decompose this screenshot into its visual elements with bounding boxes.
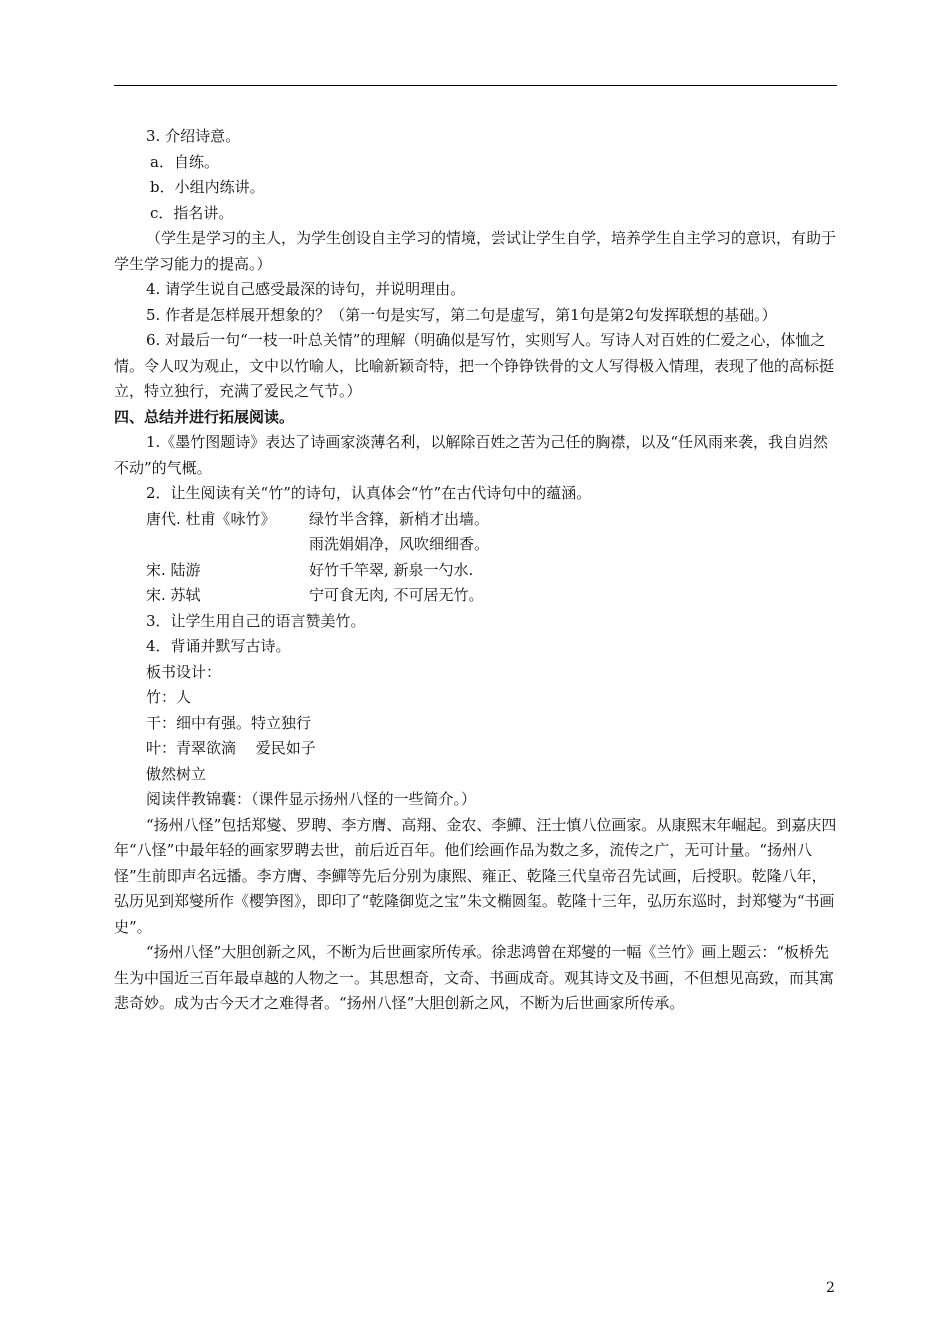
reading-paragraph: “扬州八怪”大胆创新之风，不断为后世画家所传承。徐悲鸿曾在郑燮的一幅《兰竹》画上题云：“板桥先生为中国近三百年最卓越的人物之一。其思想奇，文奇、书画成奇。观其诗文及书画，不但想见高致，而其寓悲奇妙。成为古今天才之难得者。“扬州八怪”大胆创新之风，不断为后世画家所传承。: [114, 943, 835, 1012]
s3-item4: 4. 请学生说自己感受最深的诗句，并说明理由。: [146, 280, 466, 298]
header-rule: [114, 85, 837, 86]
s4-item2: 2．让生阅读有关“竹”的诗句，认真体会“竹”在古代诗句中的蕴涵。: [146, 484, 592, 502]
poem-author: 宋. 陆游: [146, 560, 201, 579]
poem-text: 好竹千竿翠, 新泉一勺水.: [309, 560, 474, 579]
s3-c: c．指名讲。: [150, 203, 234, 222]
board-title: 板书设计：: [146, 662, 222, 681]
s4-item4: 4．背诵并默写古诗。: [146, 637, 291, 655]
s3-item3: 3. 介绍诗意。: [146, 127, 241, 145]
poem-line: [114, 532, 838, 558]
poem-line: [114, 583, 838, 609]
poem-author: 唐代. 杜甫《咏竹》: [146, 509, 276, 528]
poem-text: 绿竹半含箨，新梢才出墙。: [309, 509, 490, 528]
board-line: 叶：青翠欲滴 爱民如子: [146, 739, 316, 757]
page-number: 2: [826, 1280, 835, 1296]
s4-item1: 1.《墨竹图题诗》表达了诗画家淡薄名利，以解除百姓之苦为己任的胸襟，以及“任风雨来袭，我自岿然不动”的气概。: [114, 433, 828, 477]
poem-author: [146, 532, 309, 558]
s3-note: （学生是学习的主人，为学生创设自主学习的情境，尝试让学生自学，培养学生自主学习的意识，有助于学生学习能力的提高。）: [114, 229, 837, 273]
poem-author: 宋. 苏轼: [146, 586, 201, 604]
s3-item5: 5. 作者是怎样展开想象的？（第一句是实写，第二句是虚写，第1句是第2句发挥联想的基础。）: [146, 305, 777, 324]
poem-line: [114, 558, 838, 584]
document-body: [114, 124, 838, 1017]
reading-paragraph: “扬州八怪”包括郑燮、罗聘、李方膺、高翔、金农、李鱓、汪士慎八位画家。从康熙末年崛起。到嘉庆四年“八怪”中最年轻的画家罗聘去世，前后近百年。他们绘画作品为数之多，流传之广，无可计量。“扬州八怪”生前即声名远播。李方膺、李鱓等先后分别为康熙、雍正、乾隆三代皇帝召先试画，后授职。乾隆八年，弘历见到郑燮所作《樱笋图》，即印了“乾隆御览之宝”朱文椭圆玺。乾隆十三年，弘历东巡时，封郑燮为“书画史”。: [114, 815, 837, 936]
board-line: 竹：人: [146, 688, 192, 706]
reading-title: 阅读伴教锦囊：（课件显示扬州八怪的一些简介。）: [146, 790, 477, 808]
board-line: 干：细中有强。特立独行: [146, 713, 312, 732]
s3-b: b．小组内练讲。: [150, 178, 265, 196]
s3-a: a．自练。: [150, 152, 219, 171]
s3-item6: 6. 对最后一句“一枝一叶总关情”的理解（明确似是写竹，实则写人。写诗人对百姓的仁爱之心，体恤之情。令人叹为观止，文中以竹喻人，比喻新颖奇特，把一个铮铮铁骨的文人写得极入情理，表现了他的高标挺立，特立独行，充满了爱民之气节。）: [114, 331, 835, 400]
section-heading: 四、总结并进行拓展阅读。: [114, 407, 295, 426]
poem-text: 宁可食无肉, 不可居无竹。: [309, 586, 484, 604]
poem-line: [114, 507, 838, 533]
poem-text: 雨洗娟娟净，风吹细细香。: [309, 535, 490, 553]
s4-item3: 3．让学生用自己的语言赞美竹。: [146, 611, 366, 630]
board-line: 傲然树立: [146, 764, 207, 783]
